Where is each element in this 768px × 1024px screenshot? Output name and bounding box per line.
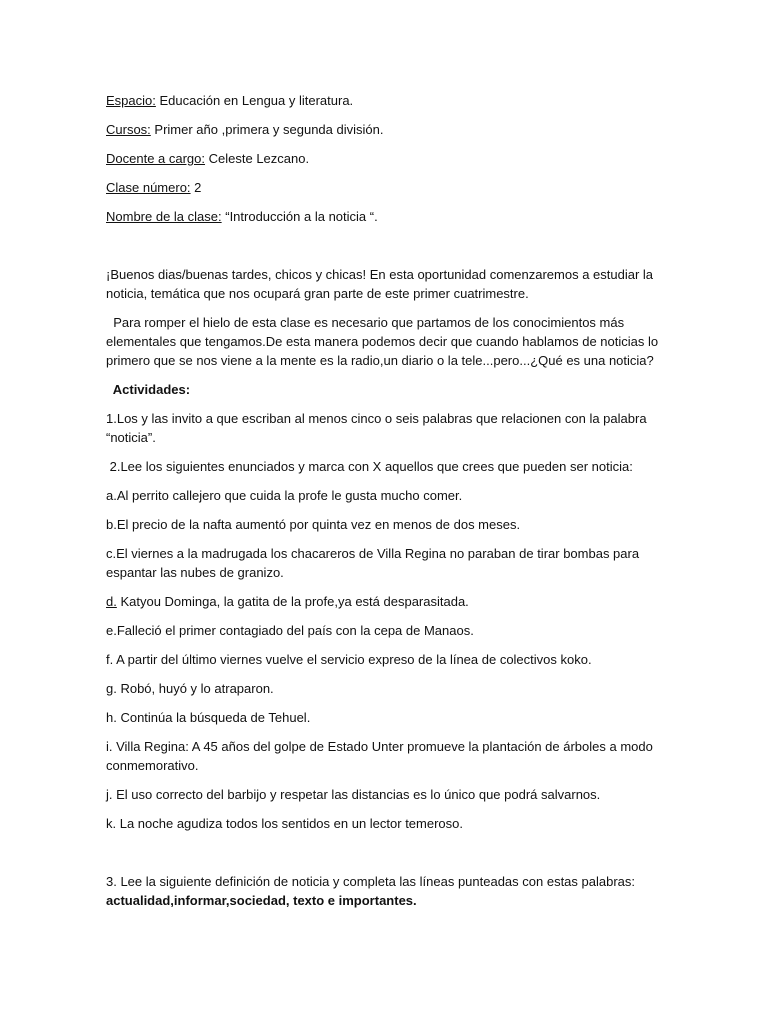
item-c-line2: espantar las nubes de granizo. bbox=[106, 565, 284, 580]
intro-p2-line3: primero que se nos viene a la mente es la radio,un diario o la tele...pero...¿Qué es una noticia? bbox=[106, 353, 654, 368]
item-g: g. Robó, huyó y lo atraparon. bbox=[106, 681, 274, 696]
intro-p1-line2: noticia, temática que nos ocupará gran parte de este primer cuatrimestre. bbox=[106, 286, 529, 301]
actividad-1-line1: 1.Los y las invito a que escriban al menos cinco o seis palabras que relacionen con la palabra bbox=[106, 411, 647, 426]
item-e: e.Falleció el primer contagiado del país con la cepa de Manaos. bbox=[106, 623, 474, 638]
intro-p1-line1: ¡Buenos dias/buenas tardes, chicos y chicas! En esta oportunidad comenzaremos a estudiar la bbox=[106, 267, 654, 282]
espacio-label: Espacio: bbox=[106, 93, 156, 108]
item-a: a.Al perrito callejero que cuida la profe le gusta mucho comer. bbox=[106, 488, 463, 503]
nombre-clase-label: Nombre de la clase: bbox=[106, 209, 222, 224]
cursos-value: Primer año ,primera y segunda división. bbox=[150, 122, 384, 137]
clase-line bbox=[106, 178, 201, 197]
clase-value: 2 bbox=[190, 180, 202, 195]
nombre-clase-value: “Introducción a la noticia “. bbox=[221, 209, 378, 224]
actividad-3-line1: 3. Lee la siguiente definición de noticia y completa las líneas punteadas con estas palabras: bbox=[106, 874, 636, 889]
item-d-text: Katyou Dominga, la gatita de la profe,ya está desparasitada. bbox=[116, 594, 469, 609]
item-h: h. Continúa la búsqueda de Tehuel. bbox=[106, 710, 311, 725]
item-d bbox=[106, 592, 469, 611]
actividades-heading: Actividades: bbox=[106, 382, 191, 397]
espacio-line bbox=[106, 91, 353, 110]
clase-label: Clase número: bbox=[106, 180, 191, 195]
actividad-2: 2.Lee los siguientes enunciados y marca con X aquellos que crees que pueden ser noticia: bbox=[106, 459, 633, 474]
intro-p2-line2: elementales que tengamos.De esta manera podemos decir que cuando hablamos de noticias lo bbox=[106, 334, 659, 349]
actividad-1-line2: “noticia”. bbox=[106, 430, 156, 445]
item-j: j. El uso correcto del barbijo y respetar las distancias es lo único que podrá salvarnos. bbox=[106, 787, 601, 802]
cursos-label: Cursos: bbox=[106, 122, 151, 137]
cursos-line bbox=[106, 120, 383, 139]
item-k: k. La noche agudiza todos los sentidos en un lector temeroso. bbox=[106, 816, 463, 831]
nombre-clase-line bbox=[106, 207, 378, 226]
intro-p2-line1: Para romper el hielo de esta clase es necesario que partamos de los conocimientos más bbox=[106, 315, 625, 330]
espacio-value: Educación en Lengua y literatura. bbox=[155, 93, 354, 108]
item-b: b.El precio de la nafta aumentó por quinta vez en menos de dos meses. bbox=[106, 517, 521, 532]
docente-label: Docente a cargo: bbox=[106, 151, 206, 166]
actividad-3-words: actualidad,informar,sociedad, texto e importantes. bbox=[106, 893, 417, 908]
item-c-line1: c.El viernes a la madrugada los chacareros de Villa Regina no paraban de tirar bombas para bbox=[106, 546, 640, 561]
docente-line bbox=[106, 149, 309, 168]
item-i-line2: conmemorativo. bbox=[106, 758, 199, 773]
item-i-line1: i. Villa Regina: A 45 años del golpe de Estado Unter promueve la plantación de árboles a modo bbox=[106, 739, 653, 754]
item-f: f. A partir del último viernes vuelve el servicio expreso de la línea de colectivos koko. bbox=[106, 652, 592, 667]
item-d-prefix: d. bbox=[106, 594, 117, 609]
docente-value: Celeste Lezcano. bbox=[205, 151, 310, 166]
